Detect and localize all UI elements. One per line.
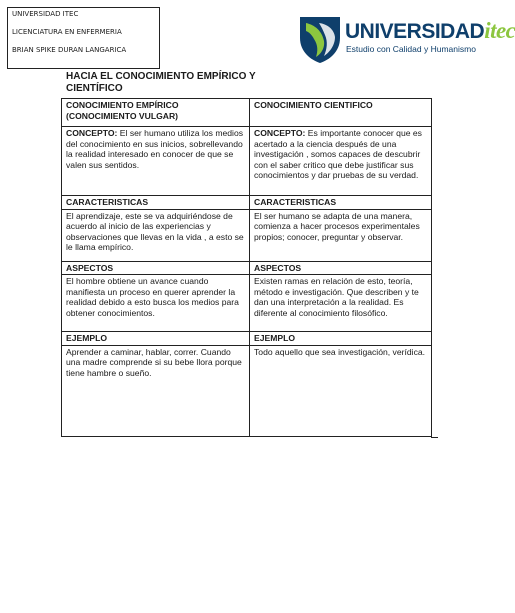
aspectos-label-right: ASPECTOS [250,261,432,275]
logo-wordmark [345,20,515,43]
concepto-label: CONCEPTO: [254,128,306,138]
concepto-empirico-cell [62,127,250,196]
empirico-header: CONOCIMIENTO EMPÍRICO (CONOCIMIENTO VULGAR) [62,99,250,127]
cientifico-header: CONOCIMIENTO CIENTIFICO [250,99,432,127]
student-name: BRIAN SPIKE DURAN LANGARICA [12,46,127,54]
table-row [62,261,432,275]
table-row [62,345,432,436]
concepto-empirico-text: El ser humano utiliza los medios del conocimiento en sus inicios, sobrellevando la realidad interesado en conocer de que se valen sus sentidos. [66,128,244,170]
shield-icon [297,14,343,64]
concepto-cientifico-text: Es importante conocer que es acertado a la ciencia después de una investigación , somos capaces de descubrir con el saber critico que debe justificar sus conocimientos y dar pruebas de su verdad. [254,128,422,181]
caracteristicas-empirico-text: El aprendizaje, este se va adquiriéndose de acuerdo al inicio de las experiencias y observaciones que llevas en la vida , a esto se le llama empírico. [62,209,250,261]
caracteristicas-cientifico-text: El ser humano se adapta de una manera, comienza a hacer procesos experimentales propios; conocer, preguntar y observar. [250,209,432,261]
aspectos-label-left: ASPECTOS [62,261,250,275]
logo-tagline: Estudio con Calidad y Humanismo [346,44,476,54]
ejemplo-label-right: EJEMPLO [250,332,432,346]
table-row [62,275,432,332]
logo-name-accent: itec [484,18,515,43]
university-name: UNIVERSIDAD ITEC [12,10,79,18]
comparison-table [61,98,432,437]
caracteristicas-label-left: CARACTERISTICAS [62,196,250,210]
ejemplo-empirico-text: Aprender a caminar, hablar, correr. Cuando una madre comprende si su bebe llora porque tiene hambre o sueño. [62,345,250,436]
table-row [62,99,432,127]
header-info-box [7,7,160,69]
table-row [62,127,432,196]
caracteristicas-label-right: CARACTERISTICAS [250,196,432,210]
concepto-label: CONCEPTO: [66,128,118,138]
ejemplo-cientifico-text: Todo aquello que sea investigación, verídica. [250,345,432,436]
table-row [62,196,432,210]
concepto-cientifico-cell [250,127,432,196]
aspectos-cientifico-text: Existen ramas en relación de esto, teoría, método e investigación. Que describen y te dan una interpretación a la realidad. Es diferente al conocimiento filosófico. [250,275,432,332]
logo-name: UNIVERSIDAD [345,20,485,43]
table-row [62,209,432,261]
degree-name: LICENCIATURA EN ENFERMERIA [12,28,122,36]
table-edge-line [431,437,438,438]
aspectos-empirico-text: El hombre obtiene un avance cuando manifiesta un proceso en querer aprender la realidad debido a esto busca los medios para obtener conocimientos. [62,275,250,332]
document-title: HACIA EL CONOCIMIENTO EMPÍRICO Y CIENTÍFICO [66,71,256,94]
university-logo [297,14,515,66]
ejemplo-label-left: EJEMPLO [62,332,250,346]
table-row [62,332,432,346]
